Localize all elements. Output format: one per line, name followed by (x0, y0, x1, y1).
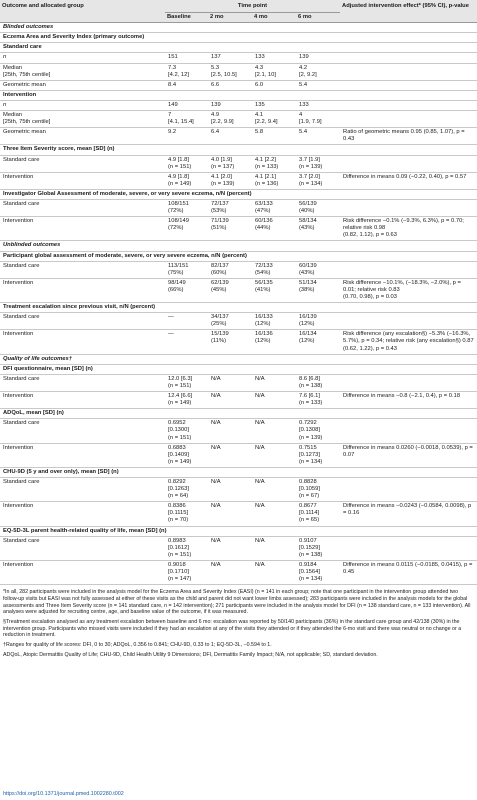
table-row (0, 155, 477, 172)
cell-value: 98/149 (66%) (165, 278, 208, 302)
outcome-heading-row (0, 303, 477, 313)
cell-value: N/A (208, 392, 252, 409)
cell-value: 71/139 (51%) (208, 217, 252, 241)
cell-value: 56/139 (40%) (296, 199, 340, 216)
header-4mo: 4 mo (252, 13, 296, 23)
cell-value: — (165, 330, 208, 354)
cell-value: N/A (252, 477, 296, 501)
row-label: Intervention (0, 443, 165, 467)
cell-value: 16/136 (12%) (252, 330, 296, 354)
effect-cell: Risk difference −0.1% (−9.3%, 6.3%), p = 0.70; relative risk 0.98 (0.82, 1.12), p = 0.63 (340, 217, 477, 241)
row-label: Intervention (0, 392, 165, 409)
cell-value: 72/137 (53%) (208, 199, 252, 216)
outcome-heading-row (0, 189, 477, 199)
table-row (0, 374, 477, 391)
table-row (0, 261, 477, 278)
row-label: Standard care (0, 199, 165, 216)
table-row (0, 53, 477, 63)
row-label: Standard care (0, 419, 165, 443)
effect-cell: Ratio of geometric means 0.95 (0.85, 1.07), p = 0.43 (340, 128, 477, 145)
cell-value: 6.6 (208, 80, 252, 90)
cell-value: 4.9 [1.8] (n = 149) (165, 172, 208, 189)
header-6mo: 6 mo (296, 13, 340, 23)
cell-value: N/A (252, 392, 296, 409)
row-label: Three Item Severity score, mean [SD] (n) (0, 145, 477, 155)
outcome-heading-row (0, 33, 477, 43)
row-label: Standard care (0, 374, 165, 391)
row-label: Standard care (0, 261, 165, 278)
effect-cell (340, 261, 477, 278)
cell-value: N/A (208, 374, 252, 391)
effect-cell (340, 111, 477, 128)
cell-value: 60/139 (43%) (296, 261, 340, 278)
cell-value: 34/137 (25%) (208, 313, 252, 330)
footnote: *In all, 282 participants were included in the analysis model for the Eczema Area and Severity Index (EASI) (n = 141 in each group; note that one participant in the intervention group attended two follow-up visits but EASI was not fully assessed at either of these visits as the child and parent did not want lower limbs assessed); 283 participants were included in the analysis models for the global assessments and Three Item Severity score (n = 141 standard care, n = 142 intervention); 271 participants were included in the analysis model for DFI (n = 138 standard care, n = 133 intervention). All analyses were adjusted for recruiting centre, age, and baseline value of the outcome, if it was measured. (3, 589, 471, 616)
effect-cell (340, 100, 477, 110)
cell-value: 133 (252, 53, 296, 63)
cell-value: 15/139 (11%) (208, 330, 252, 354)
section-row (0, 23, 477, 33)
table-row (0, 419, 477, 443)
cell-value: N/A (252, 560, 296, 584)
cell-value: 0.8983 [0.1612] (n = 151) (165, 536, 208, 560)
cell-value: 137 (208, 53, 252, 63)
footnote: ADQoL, Atopic Dermatitis Quality of Life; CHU-9D, Child Health Utility 9 Dimensions; DFI, Dermatitis Family Impact; N/A, not applicable; SD, standard deviation. (3, 651, 378, 658)
effect-cell (340, 477, 477, 501)
row-label: Intervention (0, 330, 165, 354)
cell-value: 0.8292 [0.1263] (n = 64) (165, 477, 208, 501)
table-row (0, 111, 477, 128)
cell-value: 4.9 [2.2, 9.9] (208, 111, 252, 128)
group-row (0, 43, 477, 53)
row-label: EQ-5D-3L parent health-related quality of life, mean [SD] (n) (0, 526, 477, 536)
table-row (0, 80, 477, 90)
effect-cell (340, 53, 477, 63)
header-outcome: Outcome and allocated group (0, 0, 165, 23)
effect-cell: Risk difference −10.1%, (−18.3%, −2.0%), p = 0.01; relative risk 0.83 (0.70, 0.98), p = 0.03 (340, 278, 477, 302)
cell-value: N/A (208, 560, 252, 584)
cell-value: 133 (296, 100, 340, 110)
outcome-heading-row (0, 145, 477, 155)
cell-value: N/A (252, 502, 296, 526)
effect-cell (340, 63, 477, 80)
cell-value: 56/135 (41%) (252, 278, 296, 302)
cell-value: — (165, 313, 208, 330)
header-timepoint: Time point (165, 0, 340, 13)
cell-value: 4.1 [2.2, 9.4] (252, 111, 296, 128)
outcome-heading-row (0, 251, 477, 261)
table-header (0, 0, 477, 23)
row-label: Quality of life outcomes† (0, 354, 477, 364)
table-row (0, 100, 477, 110)
cell-value: 4.1 [2.2] (n = 133) (252, 155, 296, 172)
outcome-heading-row (0, 526, 477, 536)
header-effect: Adjusted intervention effect* (95% CI), p-value (340, 0, 477, 23)
cell-value: 0.8828 [0.1059] (n = 67) (296, 477, 340, 501)
cell-value: 0.6952 [0.1300] (n = 151) (165, 419, 208, 443)
cell-value: 7.3 [4.2, 12] (165, 63, 208, 80)
cell-value: 62/139 (45%) (208, 278, 252, 302)
cell-value: 12.0 [6.3] (n = 151) (165, 374, 208, 391)
cell-value: 0.7292 [0.1308] (n = 139) (296, 419, 340, 443)
table-row (0, 172, 477, 189)
table-row (0, 128, 477, 145)
row-label: Participant global assessment of moderate, severe, or very severe eczema, n/N (percent) (0, 251, 477, 261)
effect-cell: Difference in means −0.8 (−2.1, 0.4), p = 0.18 (340, 392, 477, 409)
cell-value: N/A (208, 477, 252, 501)
table-row (0, 443, 477, 467)
effect-cell: Difference in means 0.09 (−0.22, 0.40), p = 0.57 (340, 172, 477, 189)
cell-value: 6.4 (208, 128, 252, 145)
cell-value: 0.9018 [0.1710] (n = 147) (165, 560, 208, 584)
cell-value: 4 [1.9, 7.9] (296, 111, 340, 128)
cell-value: 0.8386 [0.1115] (n = 70) (165, 502, 208, 526)
table-body (0, 23, 477, 585)
effect-cell (340, 536, 477, 560)
cell-value: N/A (208, 502, 252, 526)
cell-value: N/A (252, 443, 296, 467)
cell-value: 0.6883 [0.1409] (n = 149) (165, 443, 208, 467)
table-row (0, 278, 477, 302)
cell-value: 4.1 [2.0] (n = 139) (208, 172, 252, 189)
cell-value: N/A (208, 419, 252, 443)
cell-value: 149 (165, 100, 208, 110)
row-label: Intervention (0, 172, 165, 189)
effect-cell (340, 80, 477, 90)
row-label: Investigator Global Assessment of moderate, severe, or very severe eczema, n/N (percent) (0, 189, 477, 199)
cell-value: 5.4 (296, 128, 340, 145)
table-row (0, 63, 477, 80)
cell-value: 3.7 [2.0] (n = 134) (296, 172, 340, 189)
cell-value: 6.0 (252, 80, 296, 90)
outcome-heading-row (0, 467, 477, 477)
row-label: Standard care (0, 477, 165, 501)
cell-value: 9.2 (165, 128, 208, 145)
cell-value: 7 [4.1, 15.4] (165, 111, 208, 128)
cell-value: 82/137 (60%) (208, 261, 252, 278)
cell-value: 108/151 (72%) (165, 199, 208, 216)
cell-value: 4.0 [1.9] (n = 137) (208, 155, 252, 172)
table-row (0, 392, 477, 409)
row-label: Median [25th, 75th centile] (0, 111, 165, 128)
row-label: Standard care (0, 43, 477, 53)
cell-value: 0.8677 [0.1114] (n = 65) (296, 502, 340, 526)
effect-cell (340, 374, 477, 391)
row-label: Standard care (0, 536, 165, 560)
row-label: Geometric mean (0, 80, 165, 90)
cell-value: N/A (252, 419, 296, 443)
row-label: DFI questionnaire, mean [SD] (n) (0, 364, 477, 374)
cell-value: 3.7 [1.9] (n = 139) (296, 155, 340, 172)
table-row (0, 330, 477, 354)
cell-value: 113/151 (75%) (165, 261, 208, 278)
row-label: Treatment escalation since previous visit, n/N (percent) (0, 303, 477, 313)
cell-value: 108/149 (72%) (165, 217, 208, 241)
table-row (0, 313, 477, 330)
cell-value: 0.7515 [0.1273] (n = 134) (296, 443, 340, 467)
row-label: Standard care (0, 155, 165, 172)
cell-value: 4.9 [1.8] (n = 151) (165, 155, 208, 172)
cell-value: 12.4 [6.6] (n = 149) (165, 392, 208, 409)
effect-cell: Difference in means 0.0115 (−0.0185, 0.0415), p = 0.45 (340, 560, 477, 584)
cell-value: 60/136 (44%) (252, 217, 296, 241)
cell-value: 16/133 (12%) (252, 313, 296, 330)
row-label: Standard care (0, 313, 165, 330)
cell-value: 0.9107 [0.1529] (n = 138) (296, 536, 340, 560)
cell-value: 135 (252, 100, 296, 110)
cell-value: 51/134 (38%) (296, 278, 340, 302)
effect-cell (340, 199, 477, 216)
cell-value: 4.1 [2.1] (n = 136) (252, 172, 296, 189)
footnotes (0, 585, 477, 658)
outcome-heading-row (0, 409, 477, 419)
effect-cell: Difference in means 0.0260 (−0.0018, 0.0539), p = 0.07 (340, 443, 477, 467)
row-label: Unblinded outcomes (0, 241, 477, 251)
effect-cell: Difference in means −0.0243 (−0.0584, 0.0098), p = 0.16 (340, 502, 477, 526)
cell-value: N/A (208, 443, 252, 467)
table-row (0, 536, 477, 560)
cell-value: 16/139 (12%) (296, 313, 340, 330)
cell-value: 5.8 (252, 128, 296, 145)
table-row (0, 560, 477, 584)
cell-value: 0.9184 [0.1564] (n = 134) (296, 560, 340, 584)
cell-value: 4.3 [2.1, 10] (252, 63, 296, 80)
table-row (0, 217, 477, 241)
cell-value: N/A (208, 536, 252, 560)
cell-value: 151 (165, 53, 208, 63)
header-baseline: Baseline (165, 13, 208, 23)
cell-value: N/A (252, 536, 296, 560)
cell-value: 139 (296, 53, 340, 63)
footnote: †Ranges for quality of life scores: DFI, 0 to 30; ADQoL, 0.356 to 0.841; CHU-9D, 0.33 to 1; EQ-5D-3L, −0.594 to 1. (3, 642, 272, 649)
cell-value: 63/133 (47%) (252, 199, 296, 216)
cell-value: 72/133 (54%) (252, 261, 296, 278)
cell-value: 8.4 (165, 80, 208, 90)
table-row (0, 502, 477, 526)
row-label: Median [25th, 75th centile] (0, 63, 165, 80)
section-row (0, 354, 477, 364)
cell-value: 16/134 (12%) (296, 330, 340, 354)
section-row (0, 241, 477, 251)
effect-cell (340, 313, 477, 330)
cell-value: 5.3 [2.5, 10.5] (208, 63, 252, 80)
cell-value: 4.2 [2, 9.2] (296, 63, 340, 80)
effect-cell: Risk difference (any escalation§) −5.3% (−16.3%, 5.7%), p = 0.34; relative risk (any escalation§) 0.87 (0.62, 1.22), p = 0.43 (340, 330, 477, 354)
cell-value: N/A (252, 374, 296, 391)
table-row (0, 477, 477, 501)
row-label: Geometric mean (0, 128, 165, 145)
row-label: CHU-9D (5 y and over only), mean [SD] (n) (0, 467, 477, 477)
header-2mo: 2 mo (208, 13, 252, 23)
row-label: Eczema Area and Severity Index (primary outcome) (0, 33, 477, 43)
table-row (0, 199, 477, 216)
row-label: Blinded outcomes (0, 23, 477, 33)
row-label: Intervention (0, 217, 165, 241)
cell-value: 139 (208, 100, 252, 110)
doi-link[interactable]: https://doi.org/10.1371/journal.pmed.1002280.t002 (3, 791, 124, 797)
footnote: §Treatment escalation analysed as any treatment escalation between baseline and 6 mo: escalation was reported by 50/140 participants (36%) in the standard care group and 42/138 (30%) in the intervention group. Participants who missed visits were included if they had an escalation at any of the visits they attended or if they attended the 6-mo visit and there was neutral or no change or a reduction in treatment. (3, 619, 462, 639)
row-label: Intervention (0, 560, 165, 584)
effect-cell (340, 155, 477, 172)
cell-value: 7.6 [6.1] (n = 133) (296, 392, 340, 409)
row-label: Intervention (0, 278, 165, 302)
group-row (0, 90, 477, 100)
row-label: Intervention (0, 502, 165, 526)
row-label: n (0, 53, 165, 63)
cell-value: 58/134 (43%) (296, 217, 340, 241)
outcome-heading-row (0, 364, 477, 374)
cell-value: 5.4 (296, 80, 340, 90)
row-label: ADQoL, mean [SD] (n) (0, 409, 477, 419)
effect-cell (340, 419, 477, 443)
row-label: n (0, 100, 165, 110)
cell-value: 8.6 [6.8] (n = 138) (296, 374, 340, 391)
row-label: Intervention (0, 90, 477, 100)
